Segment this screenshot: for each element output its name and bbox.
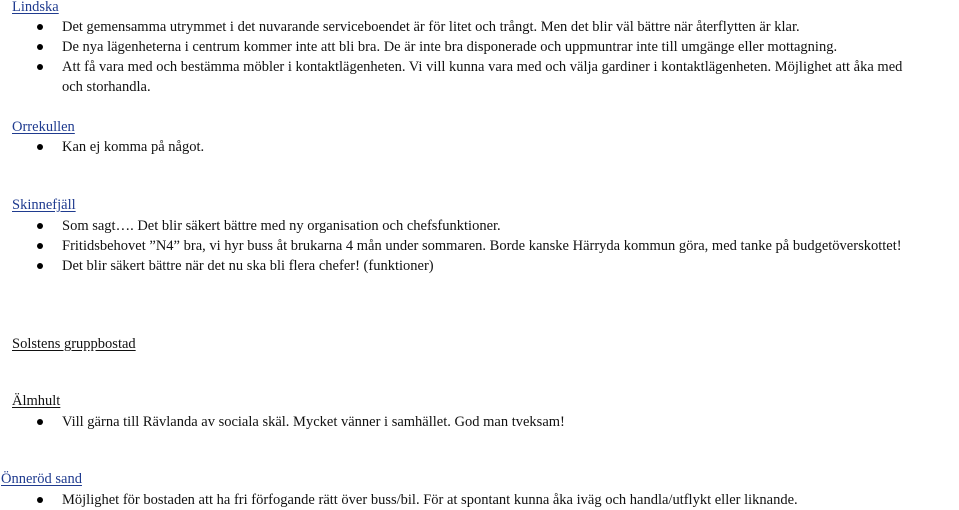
section-title-onnerod-sand: Önneröd sand	[1, 471, 82, 487]
list-item: De nya lägenheterna i centrum kommer inte att bli bra. De är inte bra disponerade och uppmuntrar inte till umgänge eller mottagning.	[0, 37, 920, 57]
list-onnerod-sand	[0, 490, 920, 510]
list-almhult	[0, 412, 920, 432]
list-item: Fritidsbehovet ”N4” bra, vi hyr buss åt brukarna 4 mån under sommaren. Borde kanske Härryda kommun göra, med tanke på budgetöverskottet!	[0, 236, 920, 256]
list-item: Kan ej komma på något.	[0, 137, 920, 157]
section-title-orrekullen: Orrekullen	[12, 119, 75, 135]
list-item: Som sagt…. Det blir säkert bättre med ny organisation och chefsfunktioner.	[0, 216, 920, 236]
list-lindska	[0, 17, 920, 97]
section-title-almhult: Älmhult	[12, 393, 61, 409]
list-item: Möjlighet för bostaden att ha fri förfogande rätt över buss/bil. För at spontant kunna åka iväg och handla/utflykt eller liknande.	[0, 490, 920, 510]
section-title-skinnefjall: Skinnefjäll	[12, 197, 76, 213]
list-item: Det blir säkert bättre när det nu ska bli flera chefer! (funktioner)	[0, 256, 920, 276]
section-title-solstens-gruppbostad: Solstens gruppbostad	[12, 336, 136, 352]
section-title-lindska: Lindska	[12, 0, 59, 15]
list-item: Det gemensamma utrymmet i det nuvarande serviceboendet är för litet och trångt. Men det blir väl bättre när återflytten är klar.	[0, 17, 920, 37]
list-skinnefjall	[0, 216, 920, 276]
list-item: Att få vara med och bestämma möbler i kontaktlägenheten. Vi vill kunna vara med och välja gardiner i kontaktlägenheten. Möjlighet att åka med och storhandla.	[0, 57, 920, 97]
list-item: Vill gärna till Rävlanda av sociala skäl. Mycket vänner i samhället. God man tveksam!	[0, 412, 920, 432]
list-orrekullen	[0, 137, 920, 157]
